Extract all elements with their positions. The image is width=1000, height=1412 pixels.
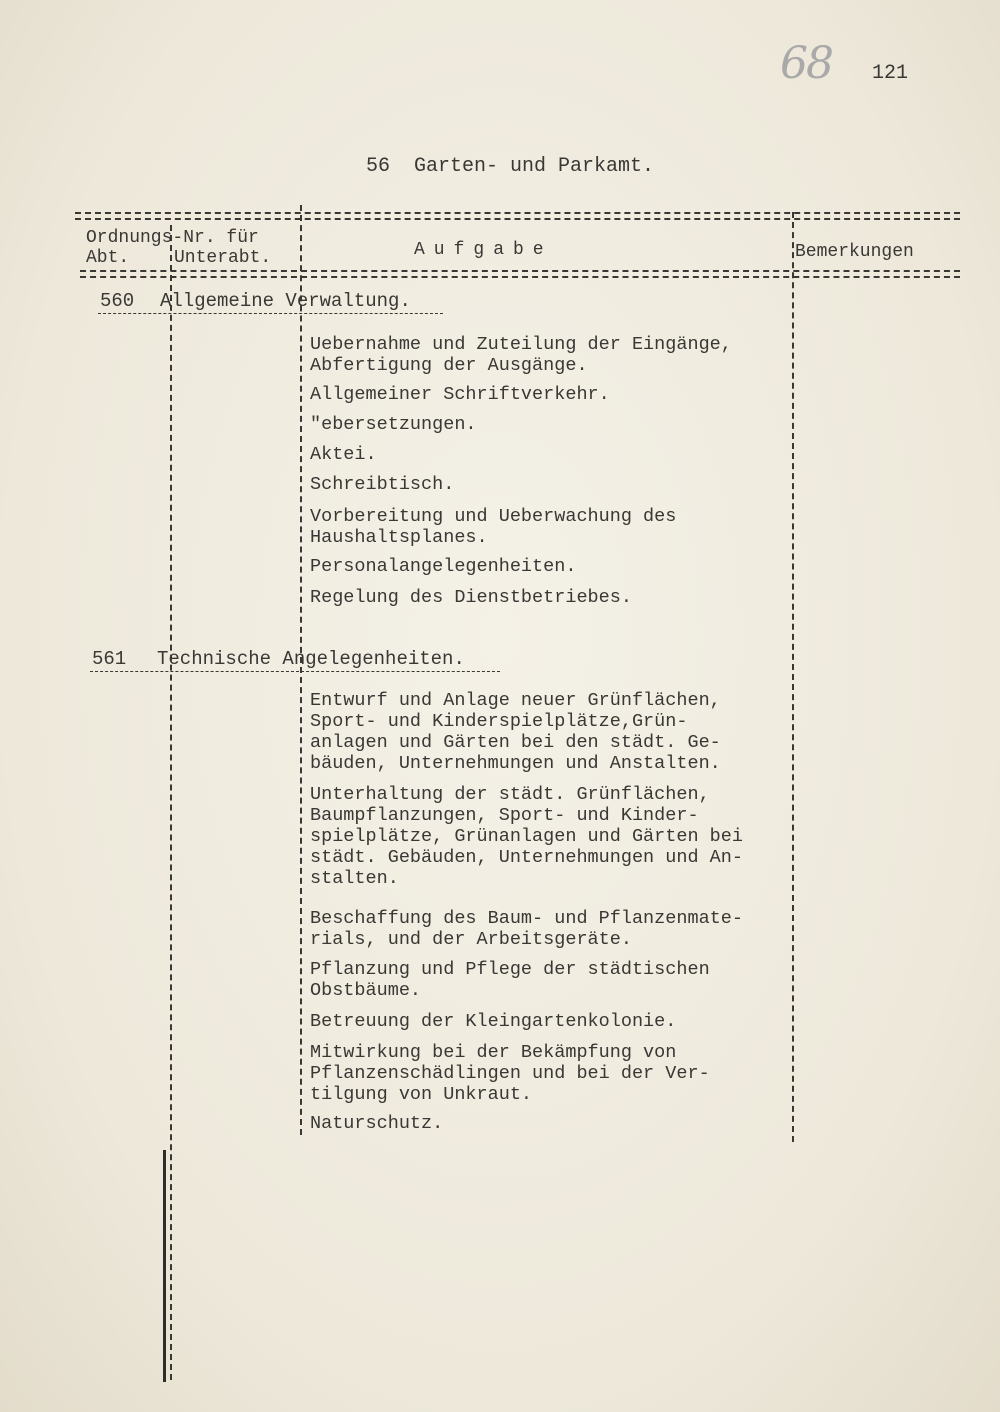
task-item: "ebersetzungen. (310, 414, 477, 435)
task-item: Entwurf und Anlage neuer Grünflächen, Sport- und Kinderspielplätze,Grün- anlagen und Gärten bei den städt. Ge- bäuden, Unternehmungen und Anstalten. (310, 690, 721, 774)
page-number: 121 (872, 62, 909, 85)
task-item: Allgemeiner Schriftverkehr. (310, 384, 610, 405)
header-bottom-rule (80, 270, 960, 272)
table-top-rule (75, 212, 960, 214)
section-title-561: Technische Angelegenheiten. (157, 648, 465, 670)
header-unterabt: Unterabt. (174, 248, 272, 268)
task-item: Aktei. (310, 444, 377, 465)
task-item: Regelung des Dienstbetriebes. (310, 587, 632, 608)
column-divider-bemerkungen (792, 212, 794, 1142)
page-title: 56 Garten- und Parkamt. (366, 155, 655, 178)
task-item: Personalangelegenheiten. (310, 556, 577, 577)
section-number-560: 560 (100, 290, 135, 312)
task-item: Naturschutz. (310, 1113, 444, 1134)
task-item: Uebernahme und Zuteilung der Eingänge, Abfertigung der Ausgänge. (310, 334, 732, 376)
task-item: Schreibtisch. (310, 474, 455, 495)
task-item: Vorbereitung und Ueberwachung des Haushaltsplanes. (310, 506, 677, 548)
task-item: Betreuung der Kleingartenkolonie. (310, 1011, 677, 1032)
header-bottom-rule-2 (80, 276, 960, 278)
column-divider-abt (170, 225, 172, 1380)
header-abt: Abt. (86, 248, 130, 268)
header-bemerkungen: Bemerkungen (795, 242, 914, 262)
section-underline-561 (90, 671, 500, 672)
section-number-561: 561 (92, 648, 127, 670)
task-item: Mitwirkung bei der Bekämpfung von Pflanzenschädlingen und bei der Ver- tilgung von Unkraut. (310, 1042, 710, 1105)
column-divider-unterabt (300, 205, 302, 1135)
section-title-560: Allgemeine Verwaltung. (160, 290, 411, 312)
handwritten-folio-number: 68 (780, 38, 832, 89)
column-divider-abt-solid (163, 1150, 166, 1382)
task-item: Unterhaltung der städt. Grünflächen, Baumpflanzungen, Sport- und Kinder- spielplätze, Grünanlagen und Gärten bei städt. Gebäuden, Unternehmungen und An- stalten. (310, 784, 743, 889)
header-ordnungs-nr: Ordnungs-Nr. für (86, 228, 259, 248)
task-item: Beschaffung des Baum- und Pflanzenmate- rials, und der Arbeitsgeräte. (310, 908, 743, 950)
task-item: Pflanzung und Pflege der städtischen Obstbäume. (310, 959, 710, 1001)
header-aufgabe: Aufgabe (414, 240, 553, 260)
table-top-rule-2 (75, 218, 960, 220)
section-underline-560 (98, 313, 443, 314)
